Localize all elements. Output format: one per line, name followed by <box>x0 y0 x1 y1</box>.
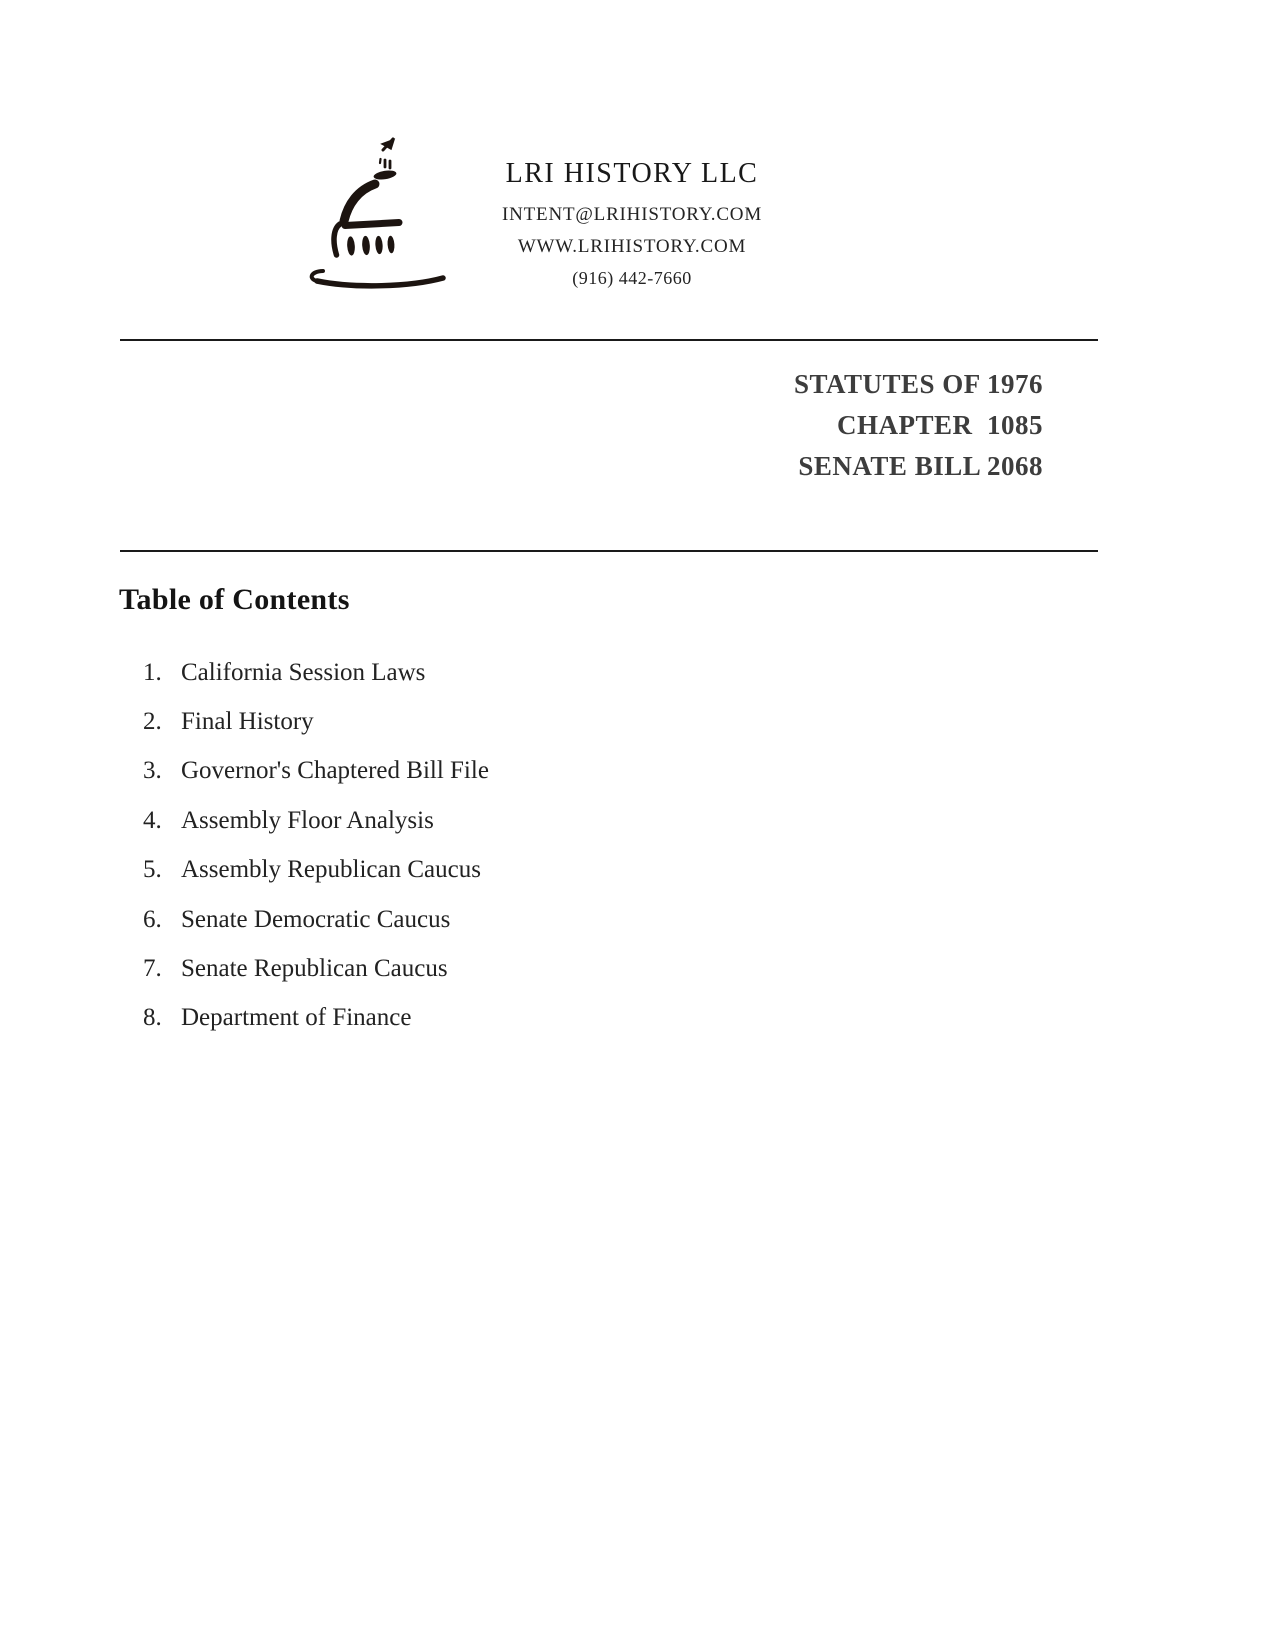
company-email: INTENT@LRIHISTORY.COM <box>501 204 763 225</box>
toc-item-number: 3. <box>143 757 162 785</box>
company-name: LRI HISTORY LLC <box>505 158 759 189</box>
toc-item-label: Senate Republican Caucus <box>181 955 448 983</box>
toc-item-number: 2. <box>143 708 162 736</box>
company-phone: (916) 442-7660 <box>572 268 692 288</box>
senate-bill-line: SENATE BILL 2068 <box>798 451 1043 481</box>
capitol-dome-logo-icon <box>292 130 452 292</box>
toc-item <box>143 895 489 944</box>
toc-item-number: 5. <box>143 856 162 884</box>
toc-item <box>143 846 489 895</box>
toc-item-label: Assembly Republican Caucus <box>181 856 481 884</box>
toc-item-label: California Session Laws <box>181 658 426 686</box>
toc-item <box>143 648 489 697</box>
toc-item-label: Senate Democratic Caucus <box>181 905 451 933</box>
toc-item-number: 6. <box>143 905 162 933</box>
chapter-line: CHAPTER 1085 <box>836 410 1043 440</box>
toc-title: Table of Contents <box>119 583 350 616</box>
toc-item-number: 7. <box>143 955 162 983</box>
toc-item-label: Governor's Chaptered Bill File <box>181 757 489 785</box>
toc-item-number: 4. <box>143 806 162 834</box>
company-website: WWW.LRIHISTORY.COM <box>517 236 747 257</box>
toc-item-label: Department of Finance <box>181 1004 412 1032</box>
toc-item-label: Assembly Floor Analysis <box>181 806 434 834</box>
toc-item <box>143 944 489 993</box>
toc-item-number: 8. <box>143 1004 162 1032</box>
toc-item <box>143 747 489 796</box>
toc-item <box>143 697 489 746</box>
bill-reference <box>794 364 1043 487</box>
divider-bottom <box>120 550 1098 552</box>
toc-item-label: Final History <box>181 708 314 736</box>
toc-item <box>143 796 489 845</box>
divider-top <box>120 339 1098 341</box>
toc-item <box>143 994 489 1043</box>
statutes-line: STATUTES OF 1976 <box>793 369 1043 399</box>
toc-list <box>143 648 489 1043</box>
letterhead <box>458 158 806 289</box>
toc-item-number: 1. <box>143 658 162 686</box>
